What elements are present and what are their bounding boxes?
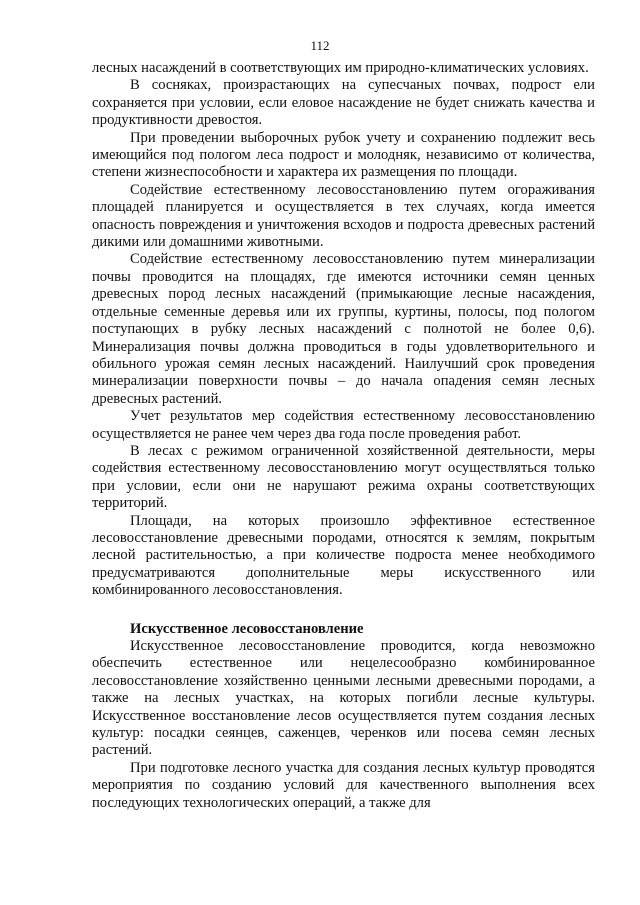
paragraph: Учет результатов мер содействия естественному лесовосстановлению осуществляется не ранее чем через два года после проведения работ. [92, 408, 595, 442]
section-heading: Искусственное лесовосстановление [130, 620, 364, 637]
paragraph: Содействие естественному лесовосстановлению путем минерализации почвы проводится на площадях, где имеются источники семян ценных древесных пород лесных насаждений (примыкающие лесные насаждения, отдельные семенные деревья или их группы, куртины, полосы, под пологом поступающих в рубку лесных насаждений с полнотой не более 0,6). Минерализация почвы должна проводиться в годы удовлетворительного и обильного урожая семян лесных насаждений. Наилучший срок проведения минерализации поверхности почвы – до начала опадения семян лесных древесных растений. [92, 251, 595, 407]
paragraph: В лесах с режимом ограниченной хозяйственной деятельности, меры содействия естественному лесовосстановлению могут осуществляться только при условии, если они не нарушают режима охраны соответствующих территорий. [92, 442, 595, 512]
paragraph: В сосняках, произрастающих на супесчаных почвах, подрост ели сохраняется при условии, если еловое насаждение не будет снижать качества и продуктивности древостоя. [92, 77, 595, 129]
paragraph-continuation: лесных насаждений в соответствующих им природно-климатических условиях. [92, 60, 589, 76]
document-body [92, 60, 595, 812]
paragraph: Искусственное лесовосстановление проводится, когда невозможно обеспечить естественное или нецелесообразно комбинированное лесовосстановление хозяйственно ценными лесными древесными породами, а также на лесных участках, на которых погибли лесные культуры. Искусственное восстановление лесов осуществляется путем создания лесных культур: посадки сеянцев, саженцев, черенков или посева семян лесных растений. [92, 638, 595, 759]
paragraph: Содействие естественному лесовосстановлению путем огораживания площадей планируется и осуществляется в тех случаях, когда имеется опасность повреждения и уничтожения всходов и подроста древесных растений дикими или домашними животными. [92, 181, 595, 251]
paragraph: При подготовке лесного участка для создания лесных культур проводятся мероприятия по созданию условий для качественного выполнения всех последующих технологических операций, а также для [92, 759, 595, 811]
paragraph: Площади, на которых произошло эффективное естественное лесовосстановление древесными породами, относятся к землям, покрытым лесной растительностью, а при количестве подроста менее необходимого предусматриваются дополнительные меры искусственного или комбинированного лесовосстановления. [92, 512, 595, 599]
paragraph: При проведении выборочных рубок учету и сохранению подлежит весь имеющийся под пологом леса подрост и молодняк, независимо от количества, степени жизнеспособности и характера их размещения по площади. [92, 129, 595, 181]
page-number: 112 [310, 38, 330, 53]
